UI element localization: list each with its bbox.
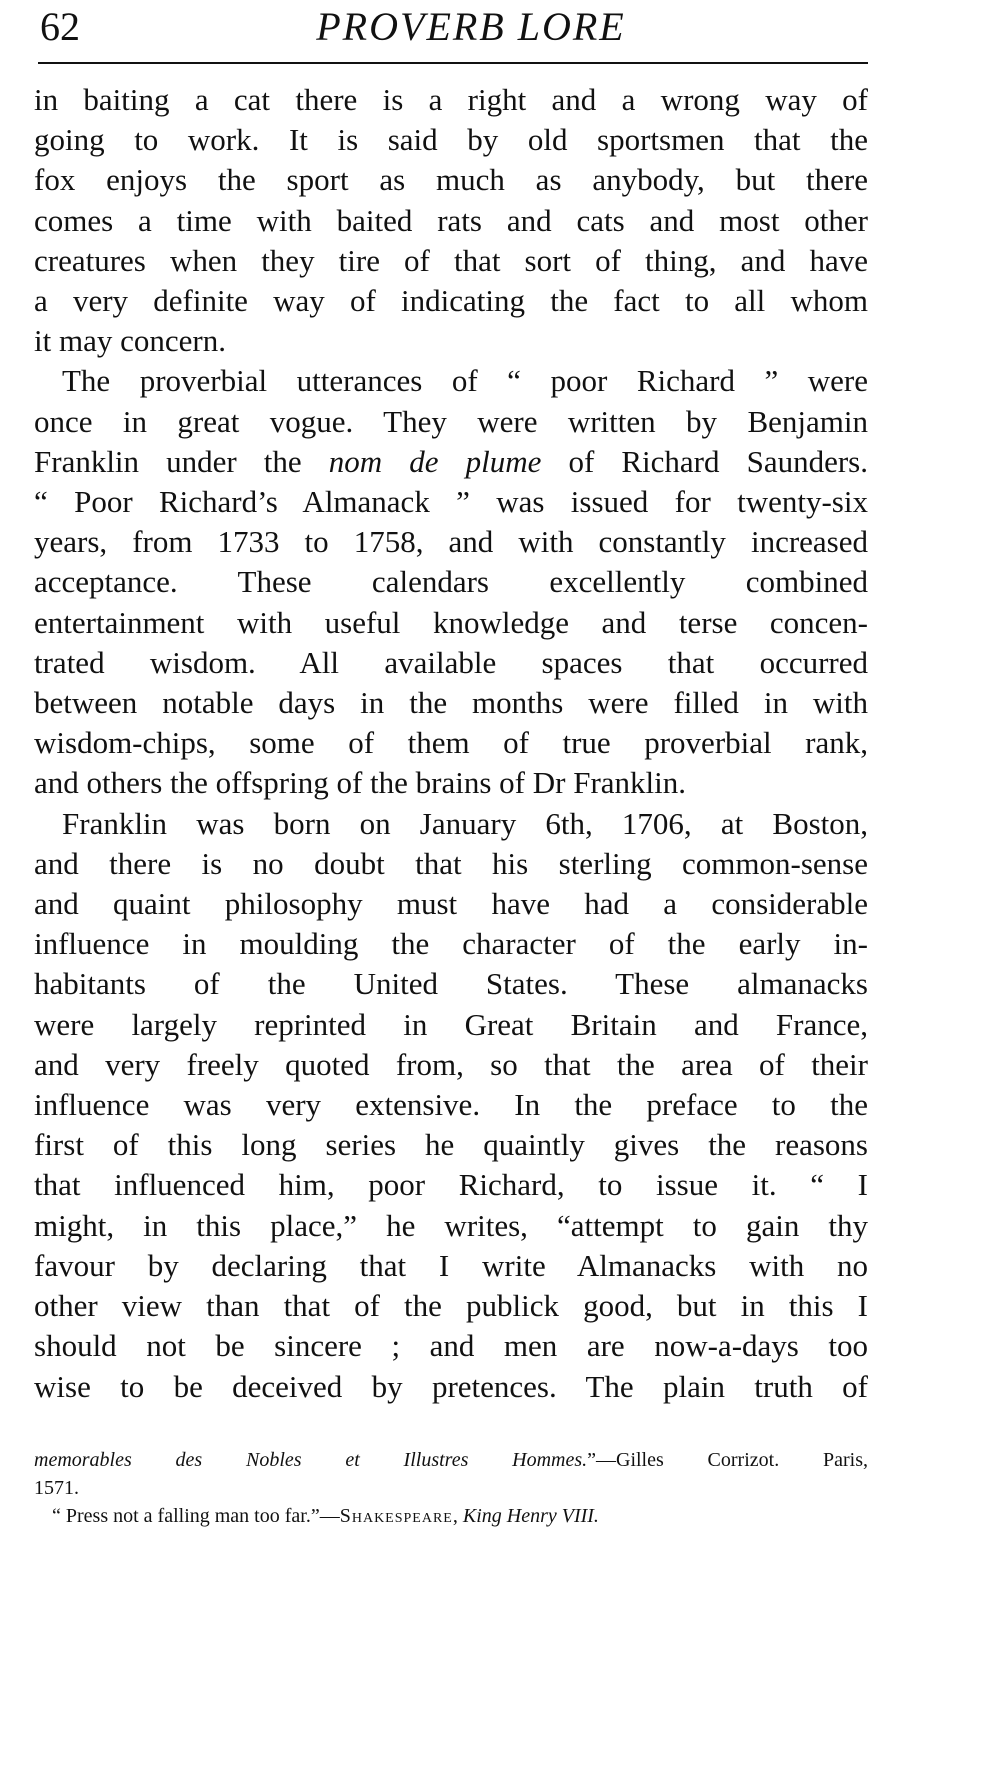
text-line: “ Poor Richard’s Almanack ” was issued for twenty-six	[34, 484, 868, 520]
page-number: 62	[40, 4, 80, 49]
text-line: fox enjoys the sport as much as anybody, but there	[34, 162, 868, 198]
text-line: and very freely quoted from, so that the area of their	[34, 1046, 868, 1082]
text-line: Franklin was born on January 6th, 1706, at Boston,	[62, 805, 868, 841]
text-line: once in great vogue. They were written by Benjamin	[34, 403, 868, 439]
text-line: wise to be deceived by pretences. The plain truth of	[34, 1368, 868, 1404]
text-line: and others the offspring of the brains of Dr Franklin.	[34, 765, 687, 801]
paragraph-2	[34, 361, 868, 803]
text-line: entertainment with useful knowledge and terse concen-	[34, 604, 868, 640]
text-run: of Richard Saunders.	[541, 443, 868, 479]
text-line: first of this long series he quaintly gives the reasons	[34, 1127, 868, 1163]
text-line: going to work. It is said by old sportsmen that the	[34, 122, 868, 158]
text-line: and quaint philosophy must have had a considerable	[34, 886, 868, 922]
footnote-work-title: King Henry VIII.	[462, 1505, 599, 1527]
text-line: might, in this place,” he writes, “attempt to gain thy	[34, 1207, 868, 1243]
paragraph-3	[34, 804, 868, 1407]
footnote-separator: ,	[452, 1505, 463, 1527]
footnote-2	[34, 1502, 868, 1530]
text-line: that influenced him, poor Richard, to issue it. “ I	[34, 1167, 868, 1203]
text-line: influence in moulding the character of the early in-	[34, 926, 868, 962]
text-run: Franklin under the	[34, 443, 329, 479]
text-line: a very definite way of indicating the fact to all whom	[34, 283, 868, 319]
text-line: creatures when they tire of that sort of thing, and have	[34, 242, 868, 278]
footnote-quote: “ Press not a falling man too far.”—	[52, 1505, 340, 1527]
running-title: PROVERB LORE	[316, 4, 626, 49]
text-line: between notable days in the months were filled in with	[34, 685, 868, 721]
book-page	[34, 0, 868, 1765]
paragraph-1	[34, 80, 868, 361]
footnote-author: Shakespeare	[339, 1505, 453, 1527]
text-line: wisdom-chips, some of them of true proverbial rank,	[34, 725, 868, 761]
text-line	[34, 442, 868, 482]
text-line: should not be sincere ; and men are now-a-days too	[34, 1328, 868, 1364]
body-text	[34, 80, 868, 1407]
text-line: The proverbial utterances of “ poor Richard ” were	[62, 363, 868, 399]
footnote-1	[34, 1446, 868, 1474]
text-line: influence was very extensive. In the preface to the	[34, 1087, 868, 1123]
footnote-italic-title: memorables des Nobles et Illustres Hommes.	[34, 1449, 588, 1471]
text-line: in baiting a cat there is a right and a wrong way of	[34, 82, 868, 117]
text-line: other view than that of the publick good, but in this I	[34, 1288, 868, 1324]
italic-phrase: nom de plume	[328, 443, 542, 479]
text-line: trated wisdom. All available spaces that occurred	[34, 644, 868, 680]
text-line: were largely reprinted in Great Britain and France,	[34, 1006, 868, 1042]
footnotes	[34, 1446, 868, 1530]
header-rule	[38, 62, 868, 64]
footnote-text: ”—Gilles Corrizot. Paris,	[587, 1449, 868, 1471]
text-line: comes a time with baited rats and cats and most other	[34, 202, 868, 238]
text-line: it may concern.	[34, 323, 226, 359]
text-line: acceptance. These calendars excellently combined	[34, 564, 868, 600]
footnote-1-year: 1571.	[34, 1477, 79, 1499]
text-line: and there is no doubt that his sterling common-sense	[34, 845, 868, 881]
text-line: habitants of the United States. These almanacks	[34, 966, 868, 1002]
page-header	[34, 0, 868, 66]
text-line: years, from 1733 to 1758, and with constantly increased	[34, 524, 868, 560]
text-line: favour by declaring that I write Almanacks with no	[34, 1247, 868, 1283]
